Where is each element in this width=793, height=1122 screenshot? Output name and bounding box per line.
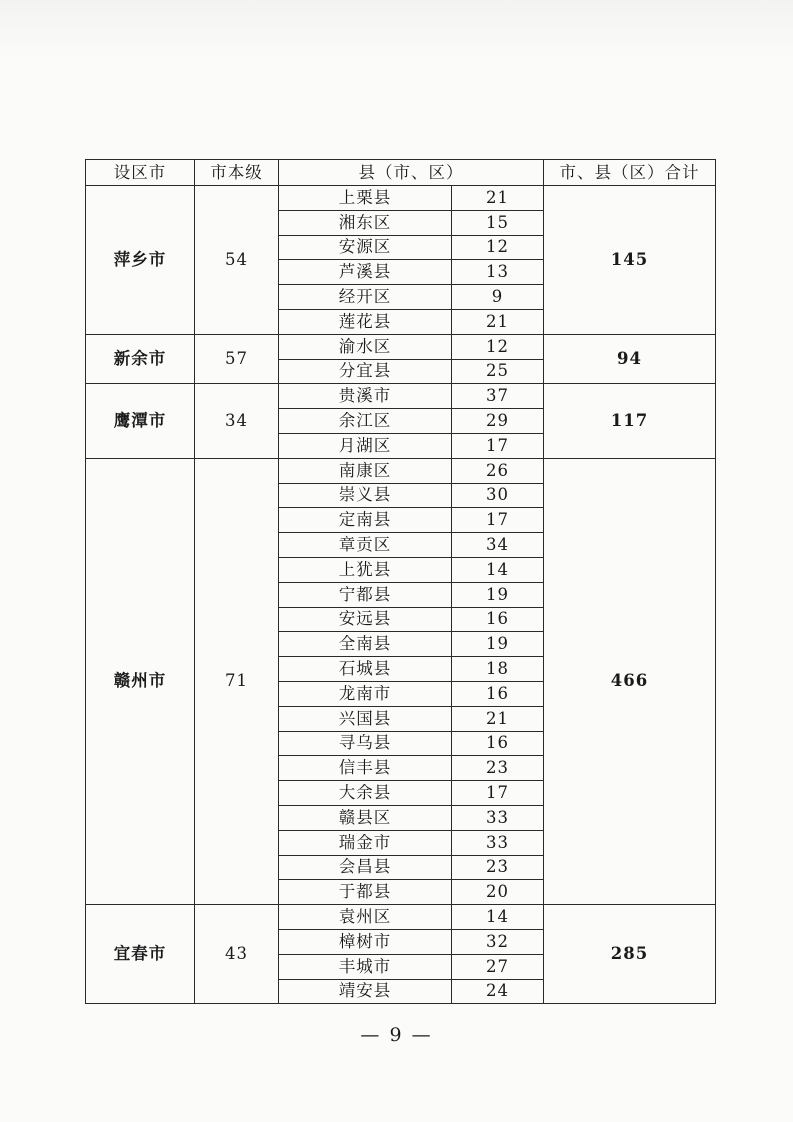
county-name-cell: 瑞金市: [279, 830, 452, 855]
county-name-cell: 袁州区: [279, 905, 452, 930]
county-name-cell: 兴国县: [279, 706, 452, 731]
county-name-cell: 靖安县: [279, 979, 452, 1004]
county-name-cell: 大余县: [279, 781, 452, 806]
county-name-cell: 南康区: [279, 458, 452, 483]
table-row: [86, 905, 716, 930]
county-name-cell: 上栗县: [279, 186, 452, 211]
county-name-cell: 安源区: [279, 235, 452, 260]
city-total-cell: 117: [544, 384, 716, 458]
header-city-level: 市本级: [195, 160, 279, 186]
county-value-cell: 9: [452, 285, 544, 310]
county-name-cell: 章贡区: [279, 533, 452, 558]
county-value-cell: 21: [452, 309, 544, 334]
county-name-cell: 宁都县: [279, 582, 452, 607]
city-level-cell: 43: [195, 905, 279, 1004]
county-value-cell: 24: [452, 979, 544, 1004]
county-name-cell: 全南县: [279, 632, 452, 657]
county-value-cell: 12: [452, 235, 544, 260]
city-name-cell: 赣州市: [86, 458, 195, 904]
county-value-cell: 14: [452, 557, 544, 582]
county-name-cell: 丰城市: [279, 954, 452, 979]
city-name-cell: 新余市: [86, 334, 195, 384]
header-county: 县（市、区）: [279, 160, 544, 186]
county-name-cell: 湘东区: [279, 210, 452, 235]
city-name-cell: 鹰潭市: [86, 384, 195, 458]
city-total-cell: 466: [544, 458, 716, 904]
county-value-cell: 20: [452, 880, 544, 905]
table-row: [86, 186, 716, 211]
city-total-cell: 145: [544, 186, 716, 335]
header-total: 市、县（区）合计: [544, 160, 716, 186]
county-name-cell: 经开区: [279, 285, 452, 310]
table-body: [86, 186, 716, 1004]
county-value-cell: 17: [452, 781, 544, 806]
county-name-cell: 贵溪市: [279, 384, 452, 409]
city-name-cell: 萍乡市: [86, 186, 195, 335]
county-value-cell: 32: [452, 929, 544, 954]
county-name-cell: 月湖区: [279, 433, 452, 458]
quota-table: [85, 159, 716, 1004]
city-level-cell: 57: [195, 334, 279, 384]
county-name-cell: 安远县: [279, 607, 452, 632]
city-level-cell: 71: [195, 458, 279, 904]
county-name-cell: 龙南市: [279, 681, 452, 706]
city-total-cell: 94: [544, 334, 716, 384]
county-name-cell: 芦溪县: [279, 260, 452, 285]
city-level-cell: 54: [195, 186, 279, 335]
county-name-cell: 莲花县: [279, 309, 452, 334]
county-name-cell: 定南县: [279, 508, 452, 533]
county-value-cell: 34: [452, 533, 544, 558]
county-name-cell: 渝水区: [279, 334, 452, 359]
county-value-cell: 15: [452, 210, 544, 235]
county-name-cell: 石城县: [279, 657, 452, 682]
city-level-cell: 34: [195, 384, 279, 458]
county-name-cell: 分宜县: [279, 359, 452, 384]
county-value-cell: 17: [452, 433, 544, 458]
county-value-cell: 37: [452, 384, 544, 409]
county-name-cell: 崇义县: [279, 483, 452, 508]
county-value-cell: 27: [452, 954, 544, 979]
city-total-cell: 285: [544, 905, 716, 1004]
header-city: 设区市: [86, 160, 195, 186]
county-value-cell: 19: [452, 632, 544, 657]
county-name-cell: 于都县: [279, 880, 452, 905]
county-value-cell: 21: [452, 706, 544, 731]
header-row: [86, 160, 716, 186]
table-row: [86, 384, 716, 409]
county-value-cell: 12: [452, 334, 544, 359]
county-name-cell: 上犹县: [279, 557, 452, 582]
table-row: [86, 334, 716, 359]
county-value-cell: 17: [452, 508, 544, 533]
county-name-cell: 余江区: [279, 409, 452, 434]
county-name-cell: 赣县区: [279, 805, 452, 830]
county-value-cell: 23: [452, 855, 544, 880]
county-value-cell: 16: [452, 681, 544, 706]
county-value-cell: 33: [452, 805, 544, 830]
county-value-cell: 25: [452, 359, 544, 384]
county-name-cell: 信丰县: [279, 756, 452, 781]
county-value-cell: 16: [452, 607, 544, 632]
county-value-cell: 16: [452, 731, 544, 756]
county-name-cell: 寻乌县: [279, 731, 452, 756]
county-value-cell: 19: [452, 582, 544, 607]
county-value-cell: 13: [452, 260, 544, 285]
county-value-cell: 14: [452, 905, 544, 930]
page-number: — 9 —: [360, 1024, 433, 1046]
county-value-cell: 21: [452, 186, 544, 211]
county-name-cell: 会昌县: [279, 855, 452, 880]
county-value-cell: 23: [452, 756, 544, 781]
city-name-cell: 宜春市: [86, 905, 195, 1004]
county-value-cell: 29: [452, 409, 544, 434]
county-value-cell: 33: [452, 830, 544, 855]
county-name-cell: 樟树市: [279, 929, 452, 954]
table-header: [86, 160, 716, 186]
county-value-cell: 26: [452, 458, 544, 483]
county-value-cell: 18: [452, 657, 544, 682]
county-value-cell: 30: [452, 483, 544, 508]
table-row: [86, 458, 716, 483]
